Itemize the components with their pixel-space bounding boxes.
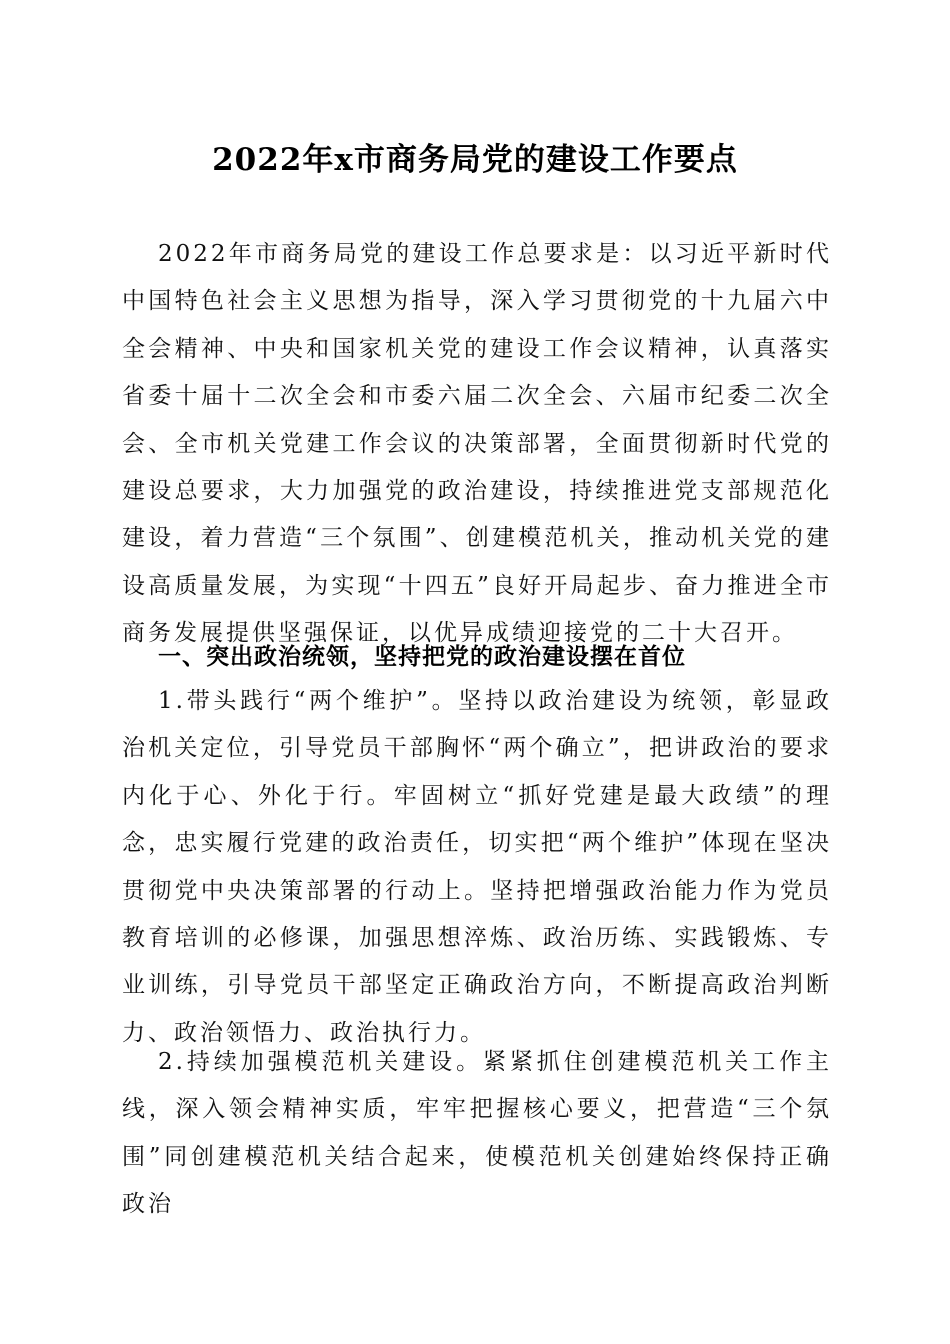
document-title: 2022年x市商务局党的建设工作要点 [212, 142, 738, 178]
item-one-paragraph: 1.带头践行“两个维护”。坚持以政治建设为统领，彰显政治机关定位，引导党员干部胸怀“两个确立”，把讲政治的要求内化于心、外化于行。牢固树立“抓好党建是最大政绩”的理念，忠实履行党建的政治责任，切实把“两个维护”体现在坚决贯彻党中央决策部署的行动上。坚持把增强政治能力作为党员教育培训的必修课，加强思想淬炼、政治历练、实践锻炼、专业训练，引导党员干部坚定正确政治方向，不断提高政治判断力、政治领悟力、政治执行力。 [122, 688, 832, 1046]
intro-paragraph: 2022年市商务局党的建设工作总要求是：以习近平新时代中国特色社会主义思想为指导，深入学习贯彻党的十九届六中全会精神、中央和国家机关党的建设工作会议精神，认真落实省委十届十二次全会和市委六届二次全会、六届市纪委二次全会、全市机关党建工作会议的决策部署，全面贯彻新时代党的建设总要求，大力加强党的政治建设，持续推进党支部规范化建设，着力营造“三个氛围”、创建模范机关，推动机关党的建设高质量发展，为实现“十四五”良好开局起步、奋力推进全市商务发展提供坚强保证，以优异成绩迎接党的二十大召开。 [122, 241, 832, 647]
item-two-paragraph: 2.持续加强模范机关建设。紧紧抓住创建模范机关工作主线，深入领会精神实质，牢牢把握核心要义，把营造“三个氛围”同创建模范机关结合起来，使模范机关创建始终保持正确政治 [122, 1049, 832, 1218]
section-one-heading: 一、突出政治统领，坚持把党的政治建设摆在首位 [158, 644, 686, 670]
